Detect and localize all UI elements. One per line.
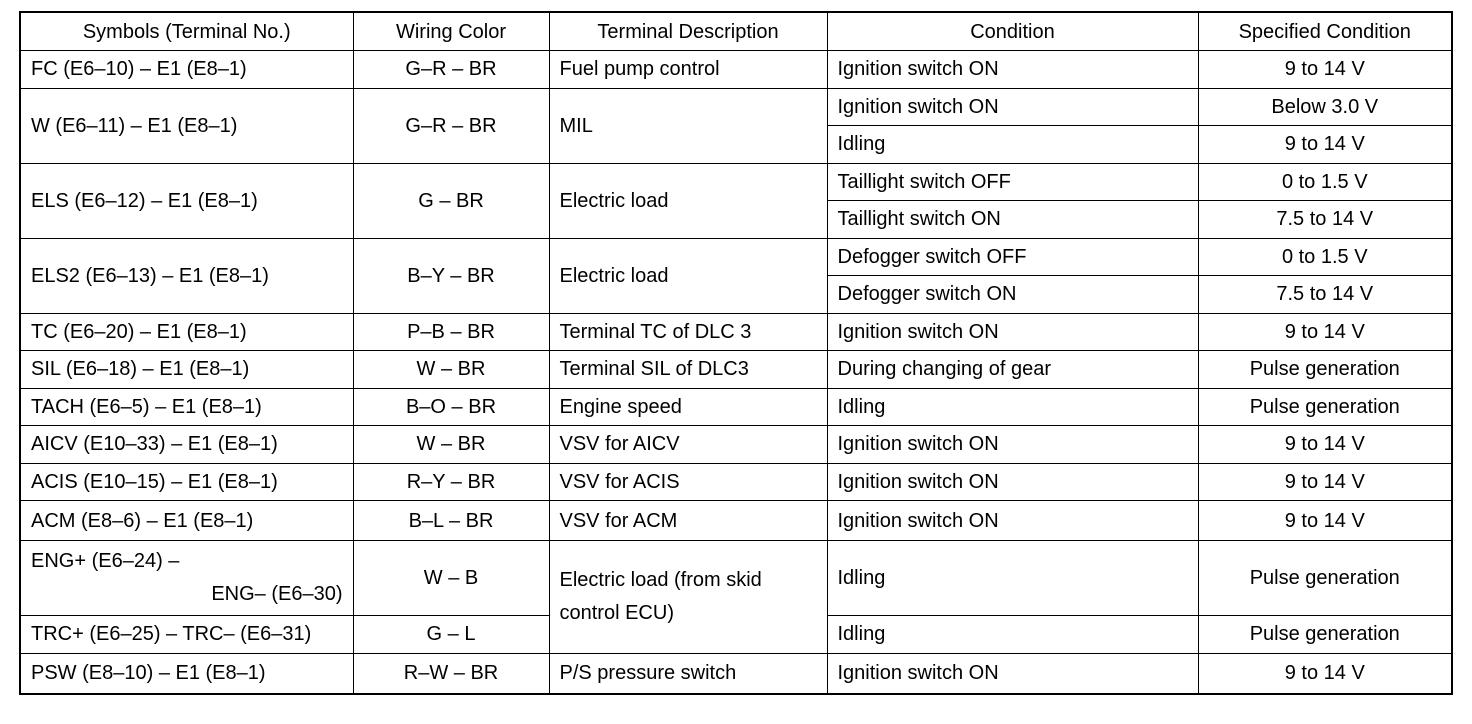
header-specified-condition: Specified Condition: [1198, 12, 1452, 51]
cell-symbol: [20, 541, 353, 616]
cell-description: Terminal SIL of DLC3: [549, 351, 827, 389]
cell-specified: 7.5 to 14 V: [1198, 276, 1452, 314]
cell-symbol: PSW (E8–10) – E1 (E8–1): [20, 653, 353, 694]
cell-symbol: ELS2 (E6–13) – E1 (E8–1): [20, 238, 353, 313]
cell-specified: 0 to 1.5 V: [1198, 238, 1452, 276]
cell-condition: Defogger switch OFF: [827, 238, 1198, 276]
cell-specified: 9 to 14 V: [1198, 653, 1452, 694]
table-row: [20, 51, 1452, 89]
cell-symbol: TC (E6–20) – E1 (E8–1): [20, 313, 353, 351]
description-line-1: Electric load (from skid: [559, 568, 762, 591]
cell-condition: Taillight switch OFF: [827, 163, 1198, 201]
cell-description: Electric load: [549, 238, 827, 313]
cell-wiring-color: G–R – BR: [353, 51, 549, 89]
table-row: [20, 88, 1452, 126]
cell-symbol: AICV (E10–33) – E1 (E8–1): [20, 426, 353, 464]
cell-specified: Pulse generation: [1198, 616, 1452, 654]
cell-condition: Ignition switch ON: [827, 653, 1198, 694]
cell-condition: Ignition switch ON: [827, 463, 1198, 501]
symbol-line-1: ENG+ (E6–24) –: [31, 550, 180, 572]
cell-symbol: TACH (E6–5) – E1 (E8–1): [20, 388, 353, 426]
cell-specified: 9 to 14 V: [1198, 501, 1452, 541]
cell-description: VSV for AICV: [549, 426, 827, 464]
terminal-table: [19, 11, 1453, 695]
cell-description: VSV for ACIS: [549, 463, 827, 501]
cell-symbol: W (E6–11) – E1 (E8–1): [20, 88, 353, 163]
cell-condition: Defogger switch ON: [827, 276, 1198, 314]
cell-condition: Taillight switch ON: [827, 201, 1198, 239]
cell-condition: Idling: [827, 541, 1198, 616]
cell-wiring-color: B–O – BR: [353, 388, 549, 426]
cell-condition: Idling: [827, 126, 1198, 164]
table-row: [20, 388, 1452, 426]
cell-condition: Ignition switch ON: [827, 313, 1198, 351]
table-row: [20, 501, 1452, 541]
cell-specified: 9 to 14 V: [1198, 463, 1452, 501]
cell-specified: Pulse generation: [1198, 541, 1452, 616]
cell-specified: Pulse generation: [1198, 351, 1452, 389]
cell-condition: Ignition switch ON: [827, 501, 1198, 541]
cell-wiring-color: P–B – BR: [353, 313, 549, 351]
cell-wiring-color: B–L – BR: [353, 501, 549, 541]
cell-symbol: TRC+ (E6–25) – TRC– (E6–31): [20, 616, 353, 654]
cell-wiring-color: G – L: [353, 616, 549, 654]
cell-symbol: SIL (E6–18) – E1 (E8–1): [20, 351, 353, 389]
table-row: [20, 463, 1452, 501]
description-line-2: control ECU): [559, 601, 674, 624]
cell-description: P/S pressure switch: [549, 653, 827, 694]
header-row: [20, 12, 1452, 51]
header-symbols: Symbols (Terminal No.): [20, 12, 353, 51]
cell-symbol: ACIS (E10–15) – E1 (E8–1): [20, 463, 353, 501]
table-row: [20, 163, 1452, 201]
cell-description: VSV for ACM: [549, 501, 827, 541]
cell-description: Terminal TC of DLC 3: [549, 313, 827, 351]
cell-wiring-color: R–Y – BR: [353, 463, 549, 501]
cell-specified: 9 to 14 V: [1198, 51, 1452, 89]
header-wiring-color: Wiring Color: [353, 12, 549, 51]
cell-symbol: ACM (E8–6) – E1 (E8–1): [20, 501, 353, 541]
cell-description: Engine speed: [549, 388, 827, 426]
cell-symbol: FC (E6–10) – E1 (E8–1): [20, 51, 353, 89]
cell-wiring-color: G – BR: [353, 163, 549, 238]
cell-condition: Idling: [827, 616, 1198, 654]
cell-wiring-color: R–W – BR: [353, 653, 549, 694]
cell-condition: Ignition switch ON: [827, 51, 1198, 89]
cell-condition: Idling: [827, 388, 1198, 426]
cell-wiring-color: B–Y – BR: [353, 238, 549, 313]
cell-specified: Pulse generation: [1198, 388, 1452, 426]
cell-description: Electric load: [549, 163, 827, 238]
cell-specified: 9 to 14 V: [1198, 313, 1452, 351]
header-terminal-description: Terminal Description: [549, 12, 827, 51]
cell-condition: Ignition switch ON: [827, 426, 1198, 464]
cell-specified: 7.5 to 14 V: [1198, 201, 1452, 239]
symbol-line-2: ENG– (E6–30): [211, 583, 343, 605]
table-row: [20, 313, 1452, 351]
cell-specified: Below 3.0 V: [1198, 88, 1452, 126]
table-row: [20, 541, 1452, 616]
cell-condition: During changing of gear: [827, 351, 1198, 389]
cell-description: Fuel pump control: [549, 51, 827, 89]
cell-specified: 9 to 14 V: [1198, 126, 1452, 164]
cell-wiring-color: G–R – BR: [353, 88, 549, 163]
table-row: [20, 426, 1452, 464]
cell-specified: 0 to 1.5 V: [1198, 163, 1452, 201]
cell-wiring-color: W – BR: [353, 351, 549, 389]
cell-wiring-color: W – B: [353, 541, 549, 616]
cell-symbol: ELS (E6–12) – E1 (E8–1): [20, 163, 353, 238]
cell-description: MIL: [549, 88, 827, 163]
table-row: [20, 238, 1452, 276]
cell-specified: 9 to 14 V: [1198, 426, 1452, 464]
table-row: [20, 351, 1452, 389]
header-condition: Condition: [827, 12, 1198, 51]
table-row: [20, 653, 1452, 694]
cell-description: [549, 541, 827, 654]
cell-wiring-color: W – BR: [353, 426, 549, 464]
cell-condition: Ignition switch ON: [827, 88, 1198, 126]
